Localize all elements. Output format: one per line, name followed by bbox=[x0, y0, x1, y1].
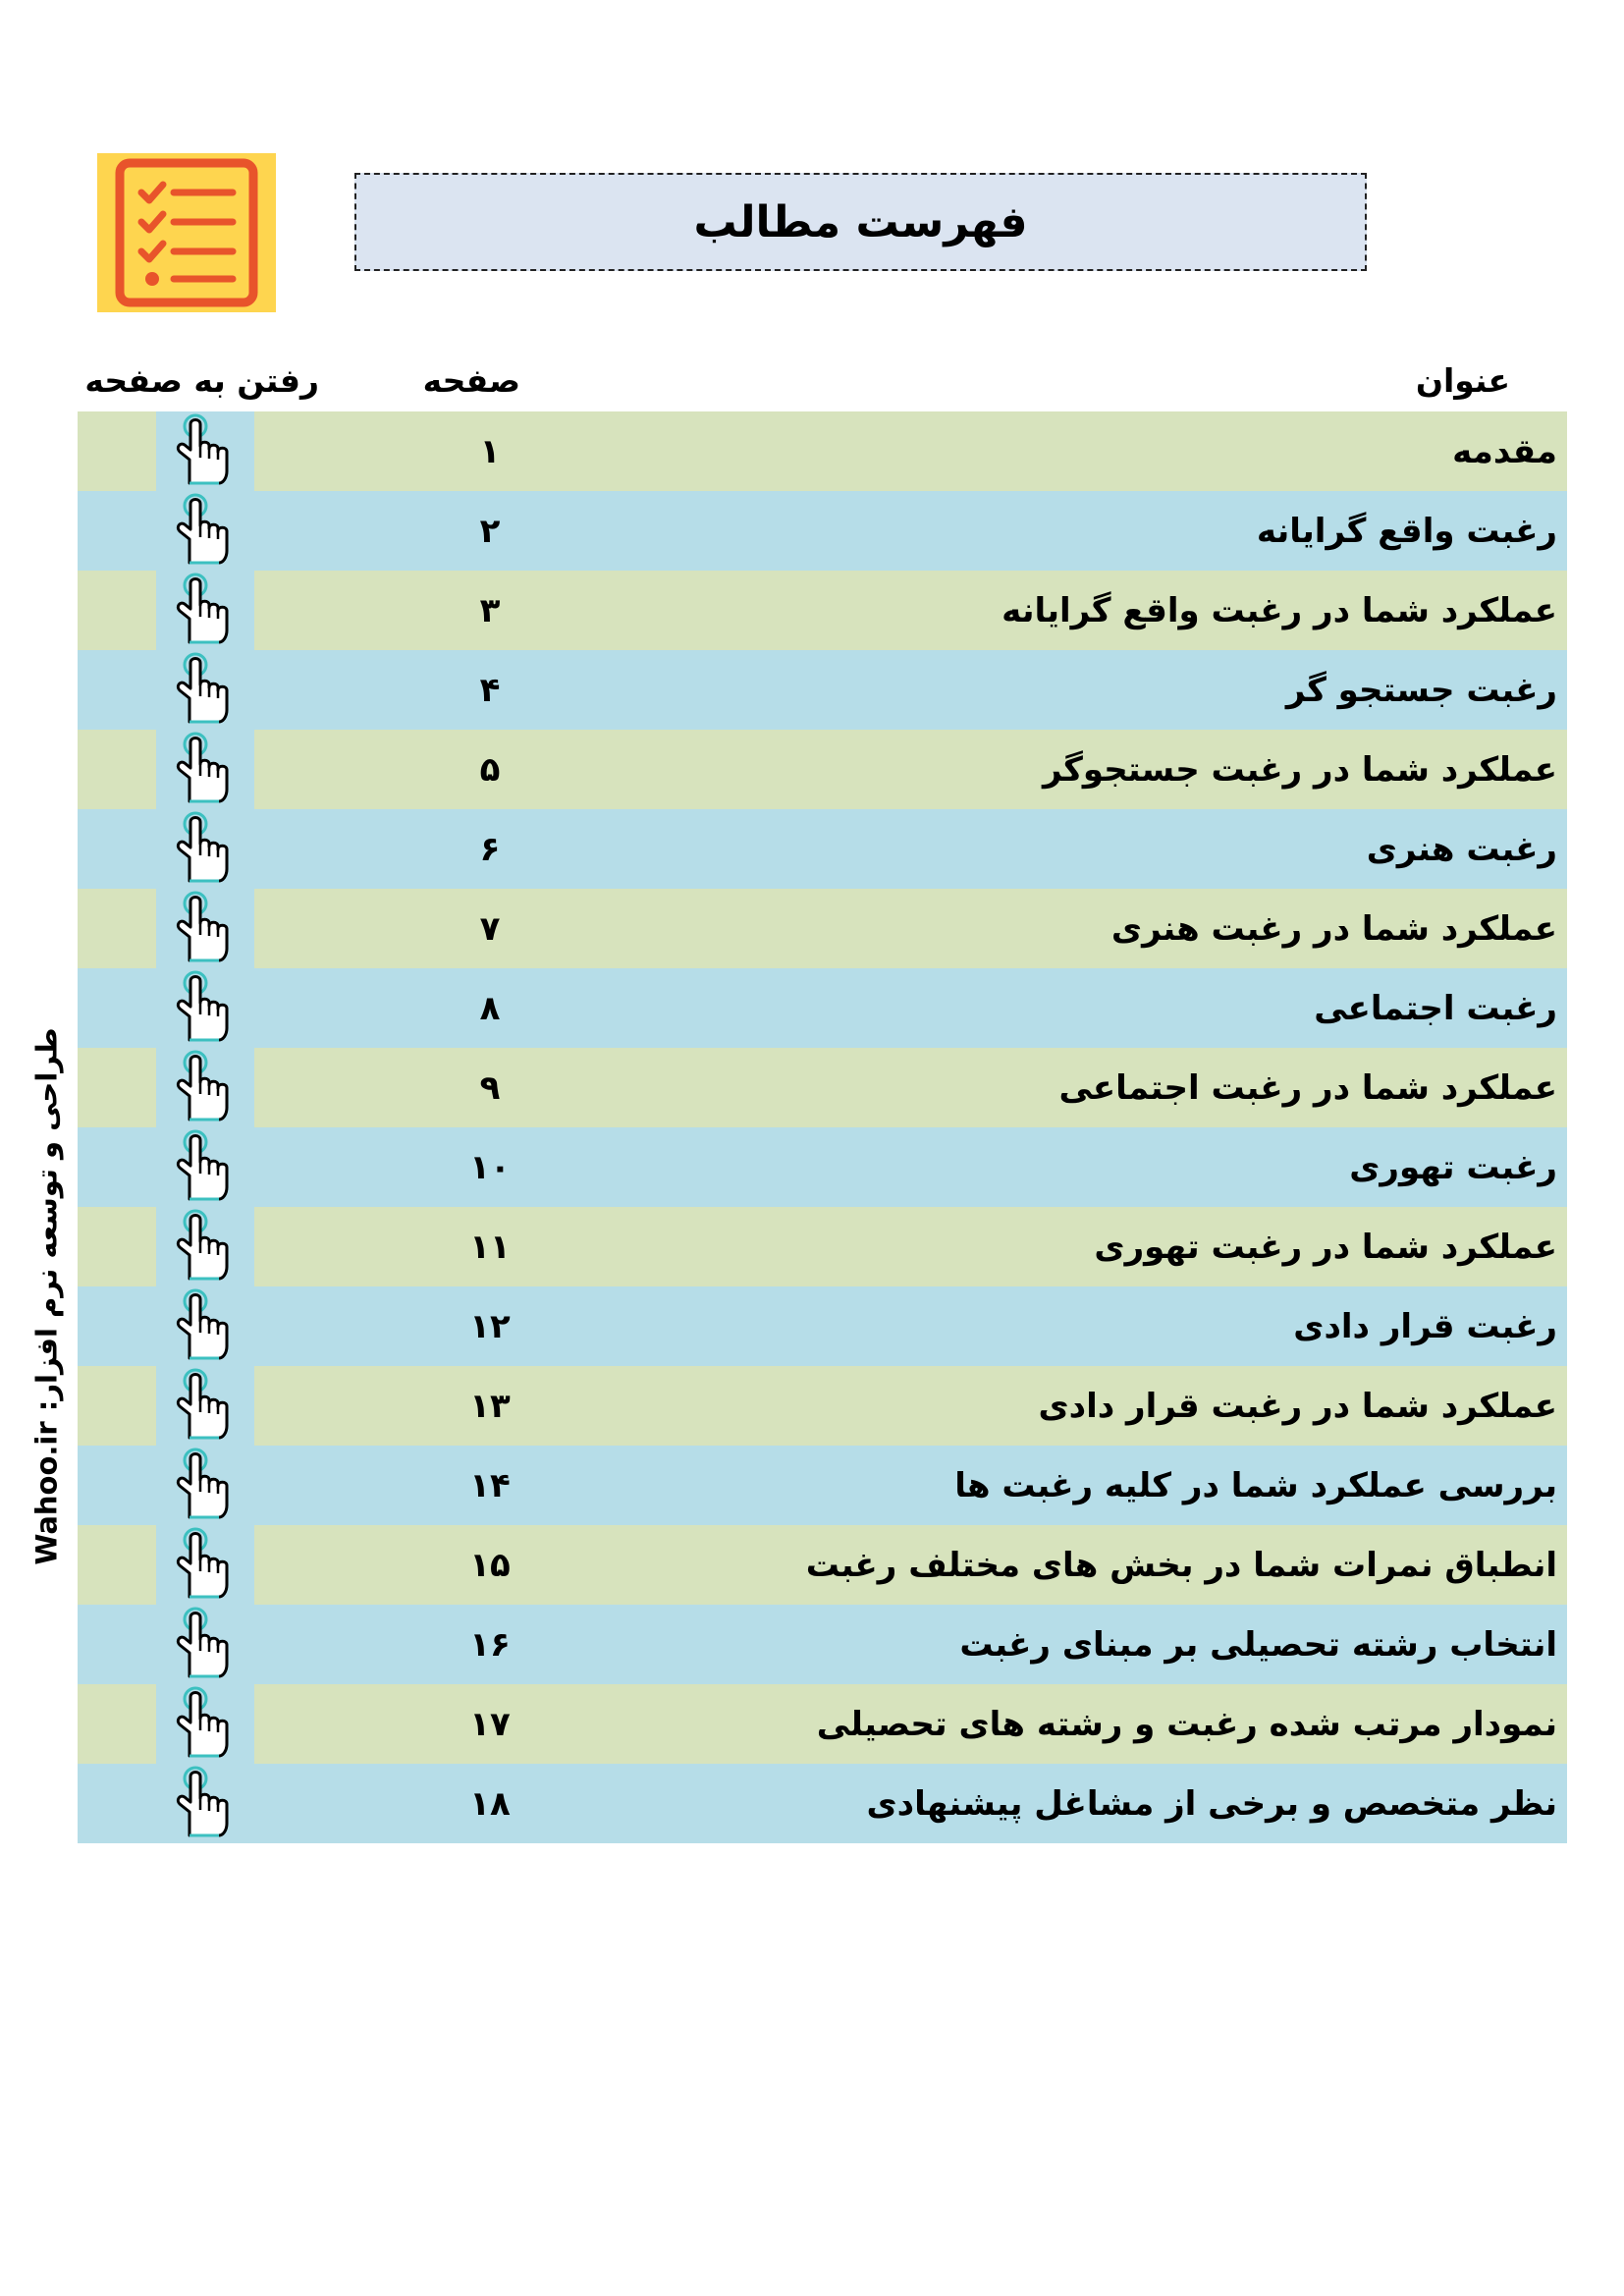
goto-page-link[interactable] bbox=[156, 411, 254, 491]
goto-page-link[interactable] bbox=[156, 650, 254, 730]
section-title: عملکرد شما در رغبت قرار دادی bbox=[1038, 1386, 1557, 1426]
pointing-hand-icon bbox=[166, 1367, 244, 1446]
section-title: مقدمه bbox=[1452, 431, 1557, 471]
pointing-hand-icon bbox=[166, 651, 244, 730]
page-number: ۱۰ bbox=[469, 1147, 511, 1187]
goto-page-link[interactable] bbox=[156, 571, 254, 650]
toc-row bbox=[78, 889, 1567, 968]
pointing-hand-icon bbox=[166, 1208, 244, 1286]
goto-page-link[interactable] bbox=[156, 968, 254, 1048]
section-title: عملکرد شما در رغبت هنری bbox=[1110, 908, 1557, 949]
page-number: ۱۳ bbox=[469, 1386, 511, 1426]
goto-page-link[interactable] bbox=[156, 1127, 254, 1207]
section-title: عملکرد شما در رغبت واقع گرایانه bbox=[1001, 590, 1557, 630]
section-title: رغبت جستجو گر bbox=[1285, 670, 1557, 710]
credit-text: طراحی و توسعه نرم افزار: Wahoo.ir bbox=[30, 1027, 65, 1565]
pointing-hand-icon bbox=[166, 492, 244, 571]
toc-row bbox=[78, 1764, 1567, 1843]
toc-row bbox=[78, 1446, 1567, 1525]
section-title: عملکرد شما در رغبت تهوری bbox=[1094, 1227, 1557, 1267]
toc-row bbox=[78, 1525, 1567, 1605]
toc-row bbox=[78, 650, 1567, 730]
table-of-contents bbox=[78, 411, 1567, 1843]
toc-row bbox=[78, 809, 1567, 889]
column-header-title: عنوان bbox=[1415, 361, 1510, 400]
toc-row bbox=[78, 1207, 1567, 1286]
pointing-hand-icon bbox=[166, 1128, 244, 1207]
goto-page-link[interactable] bbox=[156, 1048, 254, 1127]
toc-row bbox=[78, 1048, 1567, 1127]
pointing-hand-icon bbox=[166, 1447, 244, 1525]
goto-page-link[interactable] bbox=[156, 1207, 254, 1286]
pointing-hand-icon bbox=[166, 890, 244, 968]
page-number: ۱۴ bbox=[469, 1465, 511, 1505]
column-header-page: صفحه bbox=[422, 361, 520, 400]
section-title: نظر متخصص و برخی از مشاغل پیشنهادی bbox=[866, 1783, 1557, 1824]
page-number: ۱ bbox=[479, 431, 501, 471]
section-title: رغبت تهوری bbox=[1349, 1147, 1557, 1187]
page-number: ۶ bbox=[479, 829, 501, 869]
column-header-goto: رفتن به صفحه bbox=[84, 361, 319, 400]
page-number: ۹ bbox=[479, 1067, 501, 1108]
pointing-hand-icon bbox=[166, 1526, 244, 1605]
section-title: عملکرد شما در رغبت جستجوگر bbox=[1042, 749, 1557, 790]
toc-row bbox=[78, 968, 1567, 1048]
pointing-hand-icon bbox=[166, 572, 244, 650]
section-title: عملکرد شما در رغبت اجتماعی bbox=[1058, 1067, 1557, 1108]
pointing-hand-icon bbox=[166, 810, 244, 889]
title-box bbox=[354, 173, 1367, 271]
goto-page-link[interactable] bbox=[156, 889, 254, 968]
goto-page-link[interactable] bbox=[156, 1764, 254, 1843]
goto-page-link[interactable] bbox=[156, 1525, 254, 1605]
pointing-hand-icon bbox=[166, 731, 244, 809]
goto-page-link[interactable] bbox=[156, 1605, 254, 1684]
side-credit bbox=[22, 1027, 73, 1565]
section-title: رغبت هنری bbox=[1366, 829, 1557, 869]
goto-page-link[interactable] bbox=[156, 1446, 254, 1525]
toc-row bbox=[78, 411, 1567, 491]
section-title: انتخاب رشته تحصیلی بر مبنای رغبت bbox=[959, 1624, 1557, 1665]
goto-page-link[interactable] bbox=[156, 1286, 254, 1366]
section-title: رغبت اجتماعی bbox=[1314, 988, 1557, 1028]
goto-page-link[interactable] bbox=[156, 1684, 254, 1764]
toc-row bbox=[78, 730, 1567, 809]
section-title: رغبت قرار دادی bbox=[1293, 1306, 1557, 1346]
pointing-hand-icon bbox=[166, 1765, 244, 1843]
section-title: انطباق نمرات شما در بخش های مختلف رغبت bbox=[805, 1545, 1557, 1585]
page-number: ۵ bbox=[479, 749, 501, 790]
toc-row bbox=[78, 1286, 1567, 1366]
page-number: ۱۲ bbox=[469, 1306, 511, 1346]
page-number: ۱۱ bbox=[469, 1227, 511, 1267]
toc-row bbox=[78, 1684, 1567, 1764]
pointing-hand-icon bbox=[166, 1606, 244, 1684]
pointing-hand-icon bbox=[166, 969, 244, 1048]
page-number: ۱۷ bbox=[469, 1704, 511, 1744]
toc-row bbox=[78, 1127, 1567, 1207]
page-number: ۷ bbox=[479, 908, 501, 949]
checklist-icon bbox=[97, 153, 276, 312]
section-title: بررسی عملکرد شما در کلیه رغبت ها bbox=[954, 1465, 1557, 1505]
page-number: ۱۵ bbox=[469, 1545, 511, 1585]
pointing-hand-icon bbox=[166, 1049, 244, 1127]
pointing-hand-icon bbox=[166, 412, 244, 491]
section-title: نمودار مرتب شده رغبت و رشته های تحصیلی bbox=[816, 1704, 1557, 1744]
page-number: ۴ bbox=[479, 670, 501, 710]
pointing-hand-icon bbox=[166, 1685, 244, 1764]
toc-row bbox=[78, 1605, 1567, 1684]
goto-page-link[interactable] bbox=[156, 730, 254, 809]
toc-row bbox=[78, 571, 1567, 650]
page-number: ۸ bbox=[479, 988, 501, 1028]
section-title: رغبت واقع گرایانه bbox=[1256, 511, 1557, 551]
page-number: ۳ bbox=[479, 590, 501, 630]
goto-page-link[interactable] bbox=[156, 809, 254, 889]
toc-row bbox=[78, 1366, 1567, 1446]
page-number: ۱۸ bbox=[469, 1783, 511, 1824]
toc-row bbox=[78, 491, 1567, 571]
page-title: فهرست مطالب bbox=[693, 196, 1028, 247]
pointing-hand-icon bbox=[166, 1287, 244, 1366]
goto-page-link[interactable] bbox=[156, 491, 254, 571]
goto-page-link[interactable] bbox=[156, 1366, 254, 1446]
page-number: ۱۶ bbox=[469, 1624, 511, 1665]
page-number: ۲ bbox=[479, 511, 501, 551]
